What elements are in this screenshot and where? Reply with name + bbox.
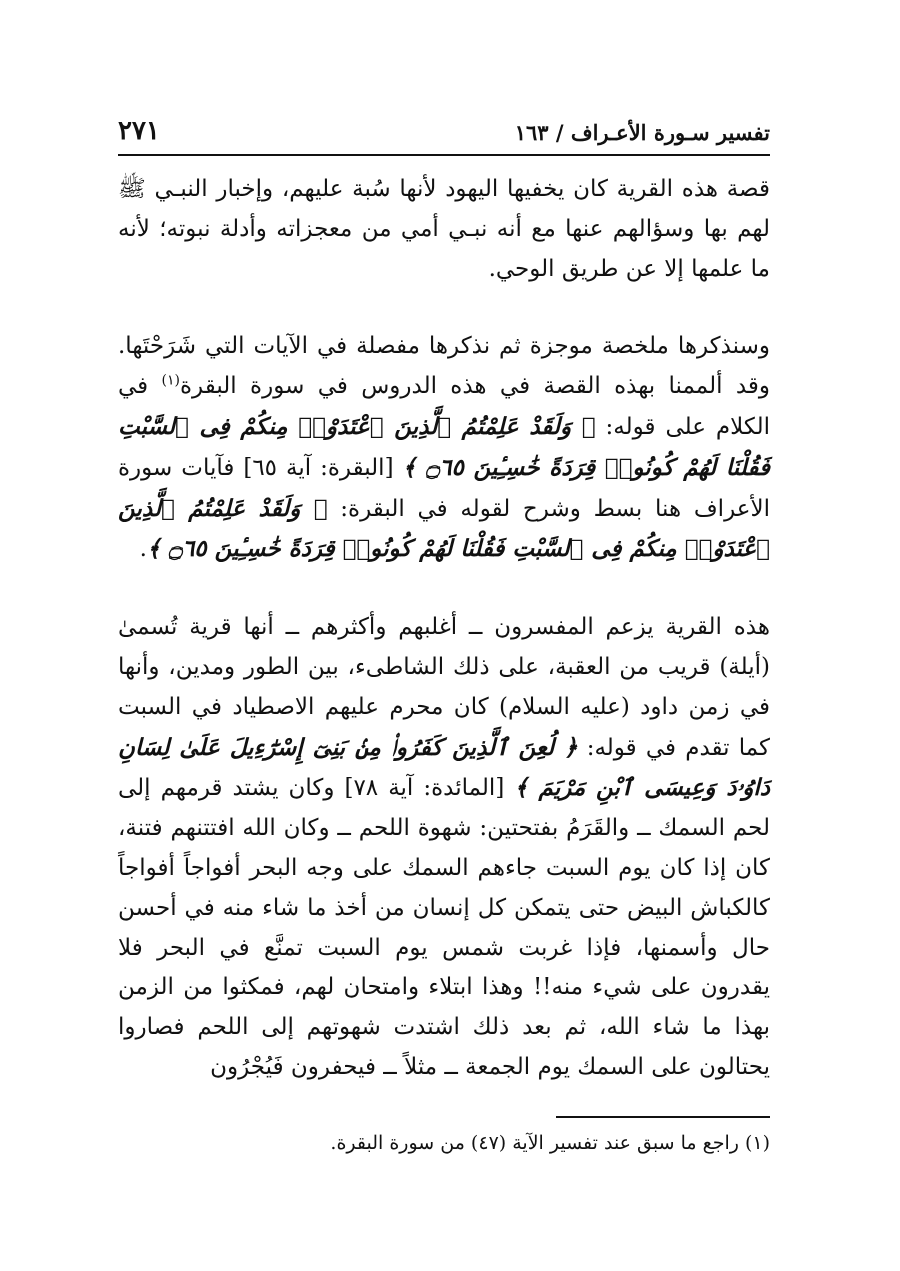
page-body bbox=[118, 170, 770, 1088]
paragraph-3-text-b: [المائدة: آية ٧٨] وكان يشتد قرمهم إلى لحم السمك ــ والقَرَمُ بفتحتين: شهوة اللحم ــ وكان الله افتتنهم فتنة، كان إذا كان يوم السبت جاءهم السمك على وجه البحر أفواجاً أفواجاً كالكباش البيض حتى يتمكن كل إنسان من أخذ ما شاء منه في أحسن حال وأسمنها، فإذا غربت شمس يوم السبت تمنَّع في البحر فلا يقدرون على شيء منه!! وهذا ابتلاء وامتحان لهم، فمكثوا من الزمن بهذا ما شاء الله، ثم بعد ذلك اشتدت شهوتهم إلى اللحم فصاروا يحتالون على السمك يوم الجمعة ــ مثلاً ــ فيحفرون فَيُجْرُون bbox=[118, 775, 770, 1080]
running-title: تفسير سـورة الأعـراف / ١٦٣ bbox=[514, 120, 770, 145]
paragraph-2 bbox=[118, 327, 770, 570]
page-header bbox=[118, 114, 770, 152]
paragraph-3 bbox=[118, 608, 770, 1088]
paragraph-2-text-b: في الكلام على قوله: bbox=[118, 373, 770, 440]
paragraph-3-text-a: هذه القرية يزعم المفسرون ــ أغلبهم وأكثرهم ــ أنها قرية تُسمىٰ (أيلة) قريب من العقبة، على ذلك الشاطىء، بين الطور ومدين، وأنها في زمن داود (عليه السلام) كان محرم عليهم الاصطياد في السبت كما تقدم في قوله: bbox=[118, 614, 770, 761]
footnote: (١) راجع ما سبق عند تفسير الآية (٤٧) من سورة البقرة. bbox=[330, 1132, 770, 1154]
quran-verse-3: ﴿ لُعِنَ ٱلَّذِينَ كَفَرُوا۟ مِنۢ بَنِىٓ إِسْرَٰٓءِيلَ عَلَىٰ لِسَانِ دَاوُۥدَ وَعِيسَى ٱبْنِ مَرْيَمَ ﴾ bbox=[118, 733, 770, 802]
quran-verse-2: ﴿ وَلَقَدْ عَلِمْتُمُ ٱلَّذِينَ ٱعْتَدَوْا۟ مِنكُمْ فِى ٱلسَّبْتِ فَقُلْنَا لَهُمْ كُونُوا۟ قِرَدَةً خَٰسِـِٔينَ ۝٦٥ ﴾ bbox=[118, 494, 770, 563]
footnote-rule bbox=[556, 1116, 770, 1118]
paragraph-2-text-c: [البقرة: آية ٦٥] فآيات سورة الأعراف هنا بسط وشرح لقوله في البقرة: bbox=[118, 454, 770, 522]
footnote-reference[interactable]: (١) bbox=[161, 372, 180, 389]
paragraph-2-text-a: وسنذكرها ملخصة موجزة ثم نذكرها مفصلة في الآيات التي شَرَحْتَها. وقد ألممنا بهذه القصة في هذه الدروس في سورة البقرة bbox=[118, 333, 770, 400]
paragraph-1: قصة هذه القرية كان يخفيها اليهود لأنها سُبة عليهم، وإخبار النبـي ﷺ لهم بها وسؤالهم عنها مع أنه نبـي أمي من معجزاته وأدلة نبوته؛ لأنه ما علمها إلا عن طريق الوحي. bbox=[118, 176, 770, 282]
quran-verse-1: ﴿ وَلَقَدْ عَلِمْتُمُ ٱلَّذِينَ ٱعْتَدَوْا۟ مِنكُمْ فِى ٱلسَّبْتِ فَقُلْنَا لَهُمْ كُونُوا۟ قِرَدَةً خَٰسِـِٔينَ ۝٦٥ ﴾ bbox=[118, 412, 770, 481]
page-number: ٢٧١ bbox=[118, 116, 160, 146]
header-rule bbox=[118, 154, 770, 156]
paragraph-2-text-d: . bbox=[139, 536, 147, 563]
